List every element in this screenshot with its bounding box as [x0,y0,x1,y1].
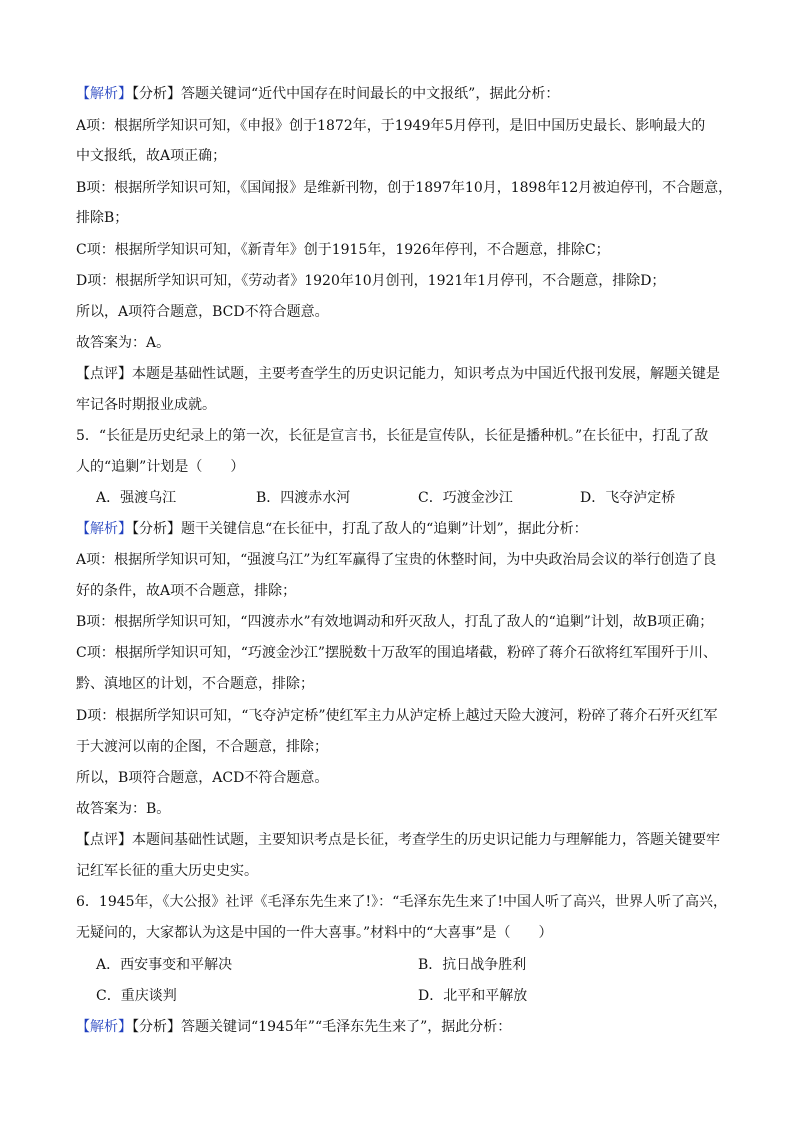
q5-analysis-line-2: A项：根据所学知识可知，“强渡乌江”为红军赢得了宝贵的休整时间，为中央政治局会议的举行创造了良 [76,552,717,568]
q4-analysis-line-2: A项：根据所学知识可知，《申报》创于1872年，于1949年5月停刊，是旧中国历史最长、影响最大的 [76,118,706,134]
q4-analysis-line-8: 所以，A项符合题意，BCD不符合题意。 [76,304,329,320]
q5-option-d: D．飞夺泸定桥 [580,490,676,506]
q4-analysis-line-4: B项：根据所学知识可知，《国闻报》是维新刊物，创于1897年10月，1898年12月被迫停刊，不合题意， [76,180,733,196]
q6-option-a: A．西安事变和平解决 [96,957,233,973]
q6-option-b: B．抗日战争胜利 [418,957,527,973]
comment-tag: 【点评】 [76,832,132,848]
analysis-tag: 【解析】 [76,521,132,537]
q5-comment-line-2: 记红军长征的重大历史史实。 [76,863,258,879]
q6-option-d: D．北平和平解放 [418,988,528,1004]
q5-analysis-line-8: 于大渡河以南的企图，不合题意，排除； [76,739,328,755]
q5-stem-line-1: 5．“长征是历史纪录上的第一次，长征是宣言书，长征是宣传队，长征是播种机。”在长征中，打乱了敌 [76,428,709,444]
q4-analysis-line-9: 故答案为：A。 [76,335,171,351]
analysis-tag: 【解析】 [76,86,132,102]
q4-analysis-line-5: 排除B； [76,210,129,226]
q6-analysis-line-1: 【解析】【分析】答题关键词“1945年”“毛泽东先生来了”，据此分析： [76,1019,512,1035]
q5-analysis-line-3: 好的条件，故A项不合题意，排除； [76,583,297,599]
q6-stem-line-1: 6．1945年，《大公报》社评《毛泽东先生来了!》：“毛泽东先生来了!中国人听了高兴，世界人听了高兴， [76,894,727,910]
q5-analysis-line-10: 故答案为：B。 [76,801,171,817]
q6-option-c: C．重庆谈判 [96,988,177,1004]
q5-analysis-line-6: 黔、滇地区的计划，不合题意，排除； [76,676,314,692]
q5-option-a: A．强渡乌江 [96,490,177,506]
q4-comment-line-1: 【点评】本题是基础性试题，主要考查学生的历史识记能力，知识考点为中国近代报刊发展，解题关键是 [76,366,720,382]
q5-comment-line-1: 【点评】本题间基础性试题，主要知识考点是长征，考查学生的历史识记能力与理解能力，答题关键要牢 [76,832,720,848]
q4-analysis-line-1: 【解析】【分析】答题关键词“近代中国存在时间最长的中文报纸”，据此分析： [76,86,560,102]
q5-option-b: B．四渡赤水河 [256,490,351,506]
q6-stem-line-2: 无疑问的，大家都认为这是中国的一件大喜事。”材料中的“大喜事”是（ ） [76,925,553,941]
q4-comment-line-2: 牢记各时期报业成就。 [76,397,216,413]
q5-stem-line-2: 人的“追剿”计划是（ ） [76,459,245,475]
q4-analysis-line-3: 中文报纸，故A项正确； [76,148,227,164]
q5-analysis-line-1: 【解析】【分析】题干关键信息“在长征中，打乱了敌人的“追剿”计划”，据此分析： [76,521,588,537]
q4-analysis-line-7: D项：根据所学知识可知，《劳动者》1920年10月创刊，1921年1月停刊，不合题意，排除D； [76,273,666,289]
q5-analysis-line-4: B项：根据所学知识可知，“四渡赤水”有效地调动和歼灭敌人，打乱了敌人的“追剿”计划，故B项正确； [76,614,714,630]
q5-analysis-line-5: C项：根据所学知识可知，“巧渡金沙江”摆脱数十万敌军的围追堵截，粉碎了蒋介石欲将红军围歼于川、 [76,645,718,661]
q5-option-c: C．巧渡金沙江 [418,490,513,506]
comment-tag: 【点评】 [76,366,132,382]
q4-analysis-line-6: C项：根据所学知识可知，《新青年》创于1915年，1926年停刊，不合题意，排除C； [76,242,610,258]
analysis-tag: 【解析】 [76,1019,132,1035]
q5-analysis-line-7: D项：根据所学知识可知，“飞夺泸定桥”使红军主力从泸定桥上越过天险大渡河，粉碎了蒋介石歼灭红军 [76,708,718,724]
q5-analysis-line-9: 所以，B项符合题意，ACD不符合题意。 [76,770,329,786]
